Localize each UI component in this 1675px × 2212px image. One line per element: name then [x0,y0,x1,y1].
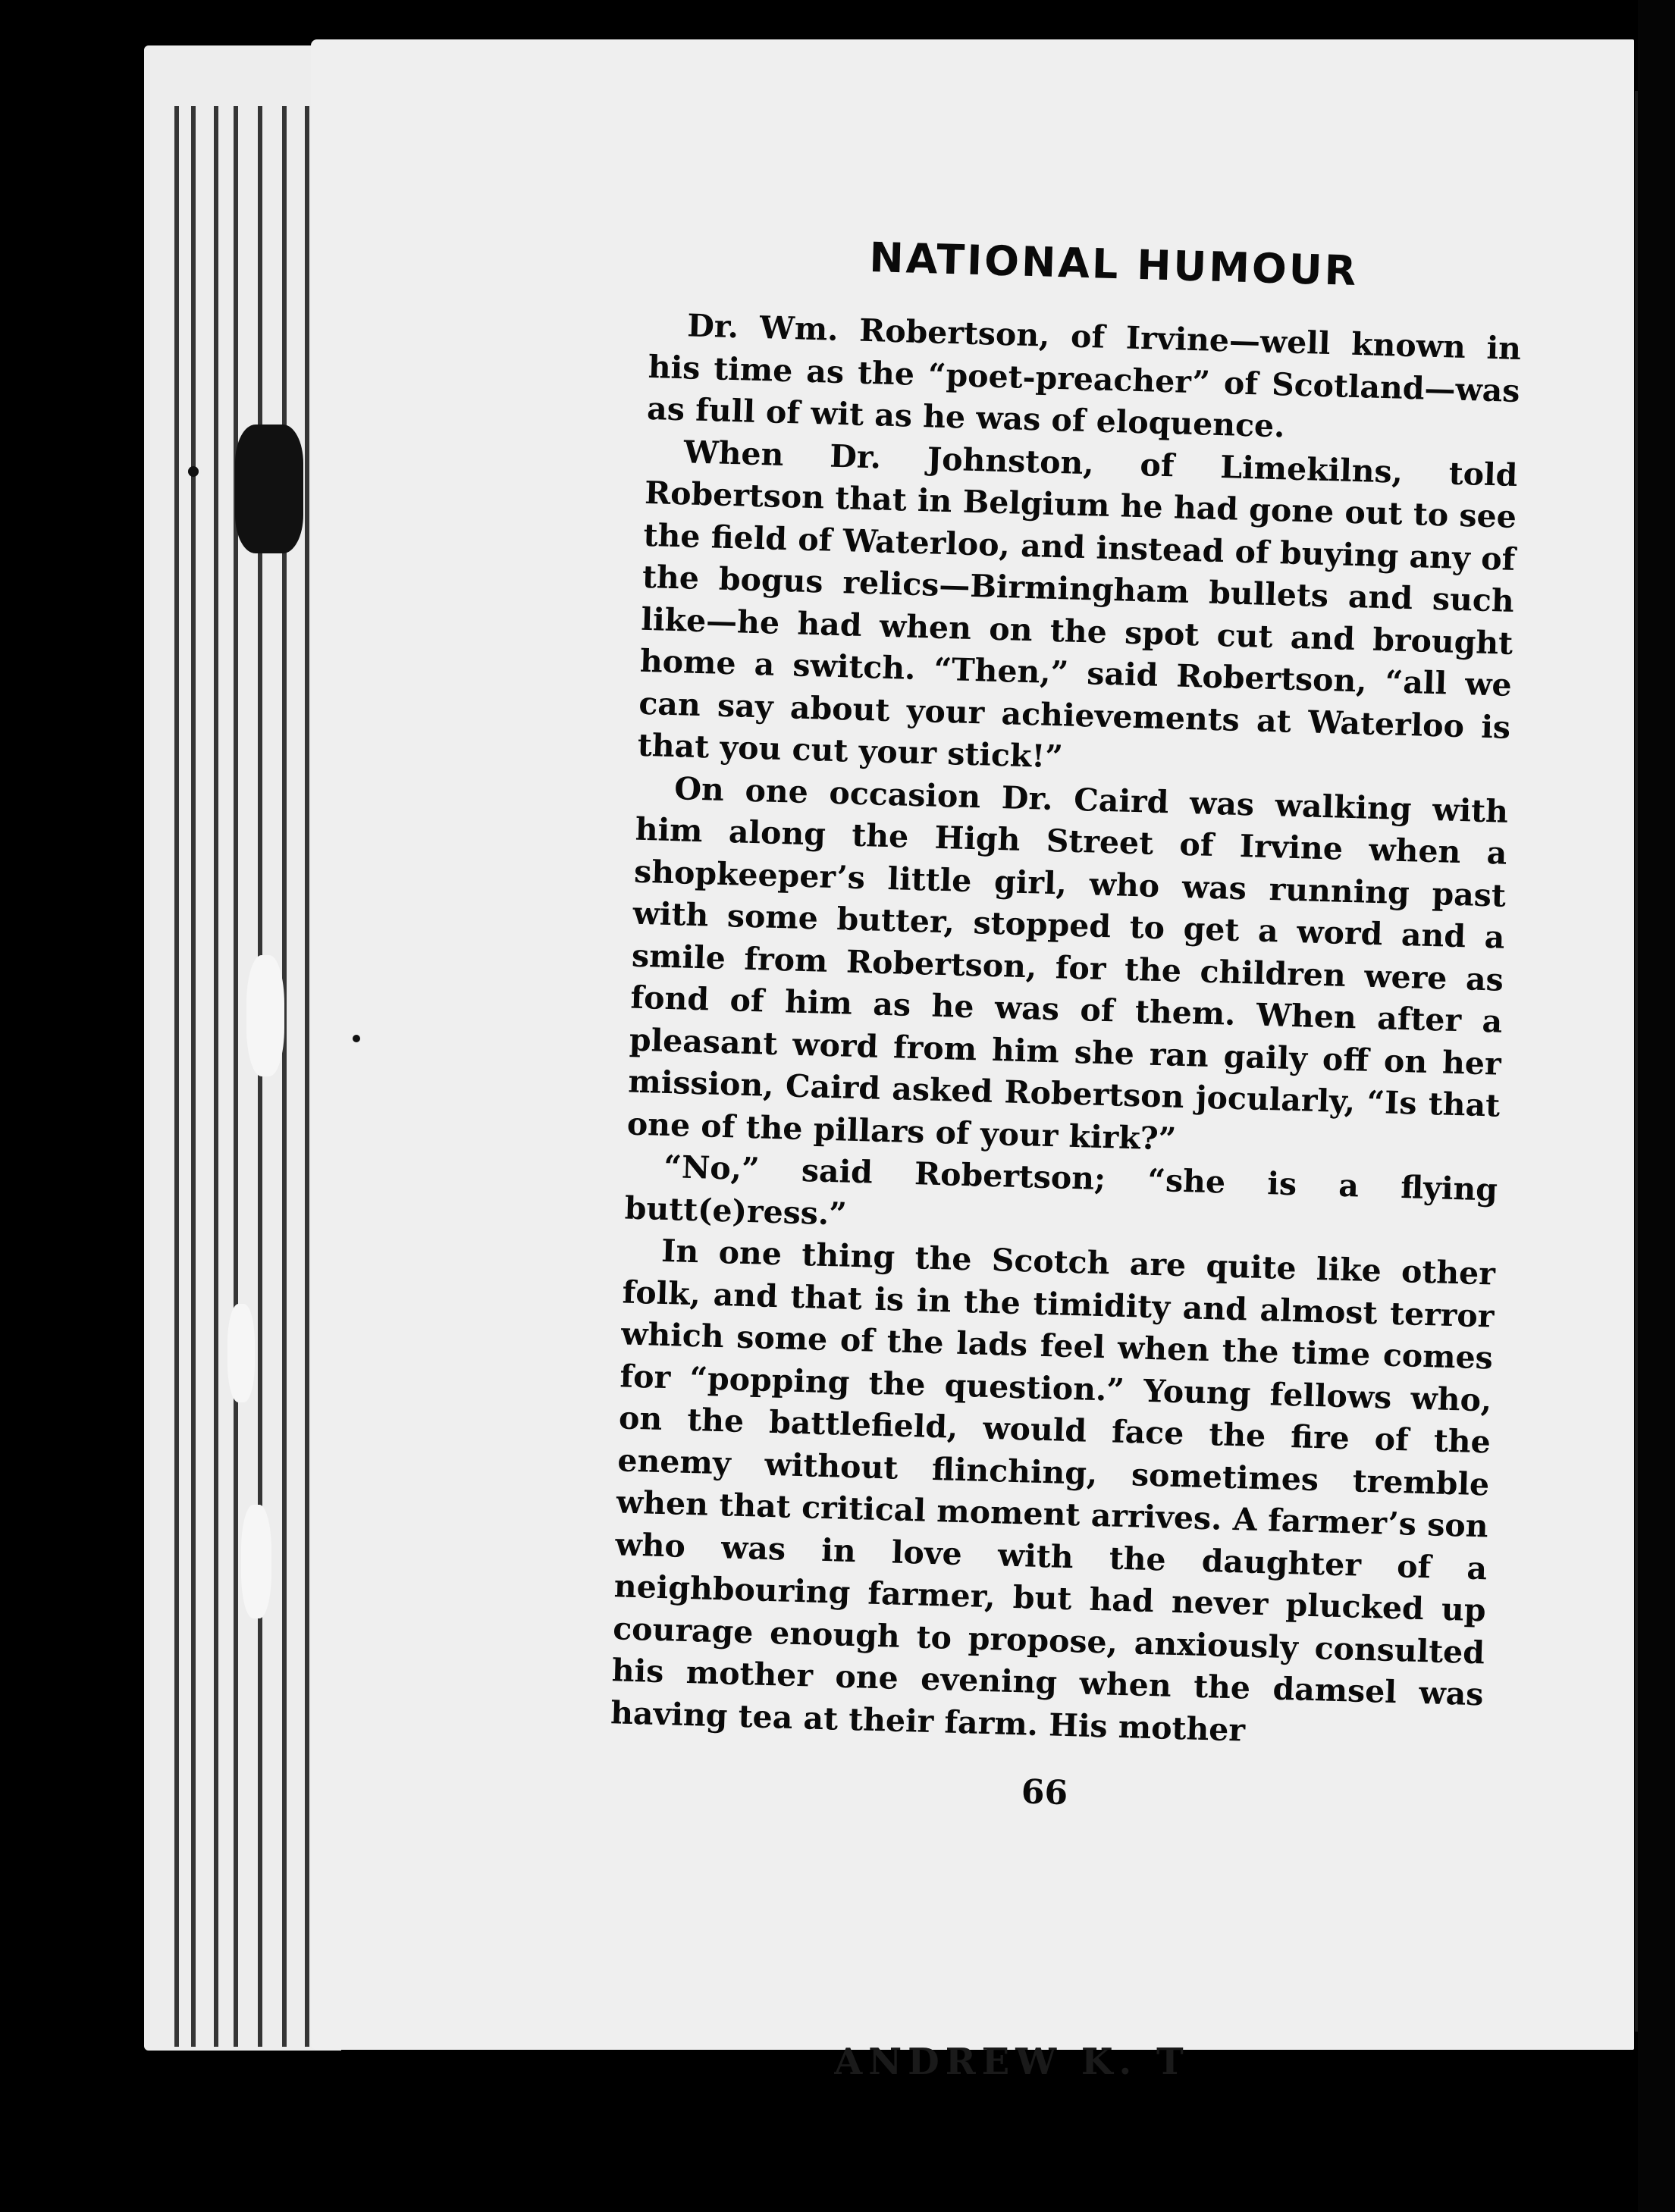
body-text [610,304,1521,1758]
paper-highlight [241,1505,271,1618]
page-number: 66 [1021,1772,1068,1813]
facing-page-strip [1638,0,1675,2212]
leaf-edge-line [174,106,179,2047]
leaf-edge-line [191,106,196,2047]
leaf-edge-line [305,106,309,2047]
paragraph: In one thing the Scotch are quite like other folk, and that is in the timidity and almost terror which some of the lads feel when the time comes for “popping the question.” Young fellows who, on the battlefield, would face the fire of the enemy without flinching, sometimes tremble when that critical moment arrives. A farmer’s son who was in love with the daughter of a neighbouring farmer, but had never plucked up courage enough to propose, anxiously consulted his mother one evening when the damsel was having tea at their farm. His mother [610,1232,1496,1749]
leaf-edge-line [282,106,287,2047]
ink-dot [353,1035,360,1042]
binding-smudge [235,425,303,553]
leaf-edge-line [214,106,218,2047]
running-head: NATIONAL HUMOUR [868,233,1360,296]
paragraph: “No,” said Robertson; “she is a flying butt(e)ress.” [624,1148,1498,1233]
paragraph: On one occasion Dr. Caird was walking with him along the High Street of Irvine when a shopkeeper’s little girl, who was running past with some butter, stopped to get a word and a smile from Robertson, for the children were as fond of him as he was of them. When after a pleasant word from him she ran gaily off on her mission, Caird asked Robertson jocularly, “Is that one of the pillars of your kirk?” [626,769,1509,1158]
paper-highlight [227,1304,255,1402]
paragraph: When Dr. Johnston, of Limekilns, told Robertson that in Belgium he had gone out to see the field of Waterloo, and instead of buying any of the bogus relics—Birmingham bullets and such like—he had when on the spot cut and brought home a switch. “Then,” said Robertson, “all we can say about your achievements at Waterloo is that you cut your stick!” [637,433,1518,775]
ink-dot [188,466,199,477]
leaf-edge-line [234,106,238,2047]
bottom-text-fragment: ANDREW K. T [834,2047,1190,2077]
leaf-edge-line [258,106,262,2047]
page-text-block [608,227,1523,1824]
paragraph: Dr. Wm. Robertson, of Irvine—well known in his time as the “poet-preacher” of Scotland—was as full of wit as he was of eloquence. [646,307,1522,445]
paper-highlight [246,955,284,1076]
